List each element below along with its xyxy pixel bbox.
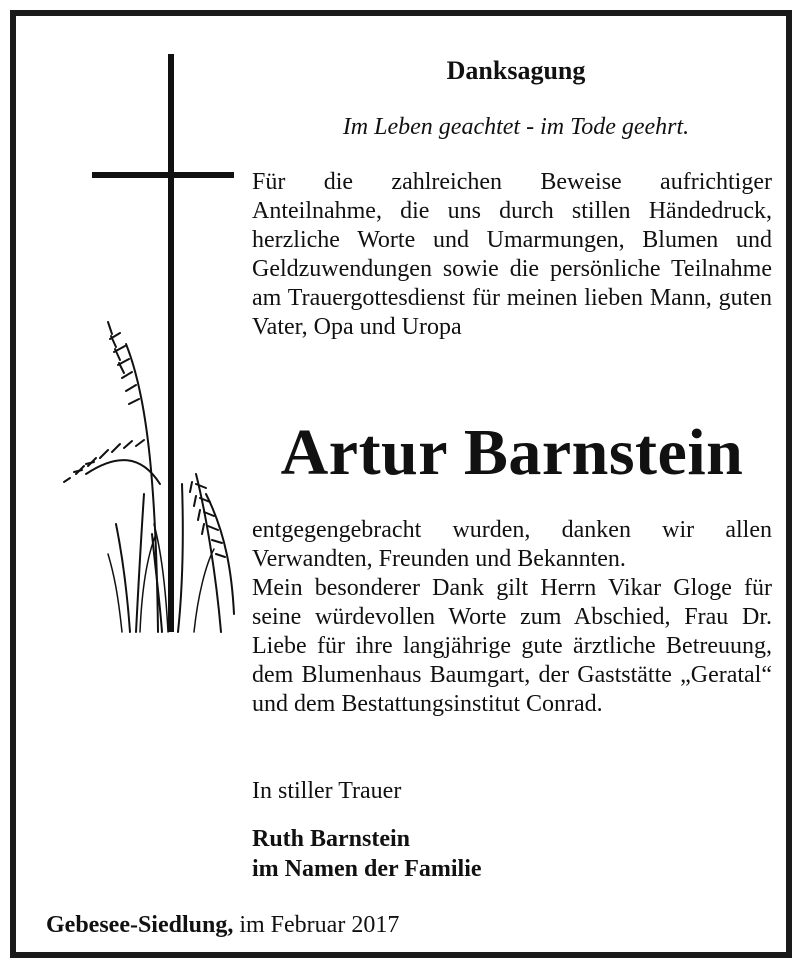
thanks-paragraph: Für die zahlreichen Beweise aufrichtiger Anteilnahme, die uns durch stillen Händedruck, herzliche Worte und Umarmungen, Blumen und Geldzuwendungen sowie die persönliche Teilnahme am Trauergottesdienst für meinen lieben Mann, guten Vater, Opa und Uropa [252,169,772,340]
signature-name: Ruth Barnstein [252,826,411,852]
deceased-name: Artur Barnstein [280,416,744,489]
motto: Im Leben geachtet - im Tode geehrt. [342,114,690,140]
wheat-icon [64,322,234,632]
closing-line: In stiller Trauer [252,778,402,804]
footer-place-date [46,912,399,939]
thanks-body [252,516,772,719]
footer-date: im Februar 2017 [233,912,400,938]
thanks-continuation: entgegengebracht wurden, danken wir allen Verwandten, Freunden und Bekannten. [252,517,772,572]
special-thanks: Mein besonderer Dank gilt Herrn Vikar Gloge für seine würdevollen Worte zum Abschied, Frau Dr. Liebe für ihre langjährige gute ärztliche Betreuung, dem Blumenhaus Baumgart, der Gaststätte „Geratal“ und dem Bestattungsinstitut Conrad. [252,575,772,717]
heading: Danksagung [446,56,586,85]
obituary-notice [10,10,792,958]
cross-and-wheat-illustration [56,54,246,644]
signature-family: im Namen der Familie [252,856,482,882]
footer-place: Gebesee-Siedlung, [46,912,234,938]
